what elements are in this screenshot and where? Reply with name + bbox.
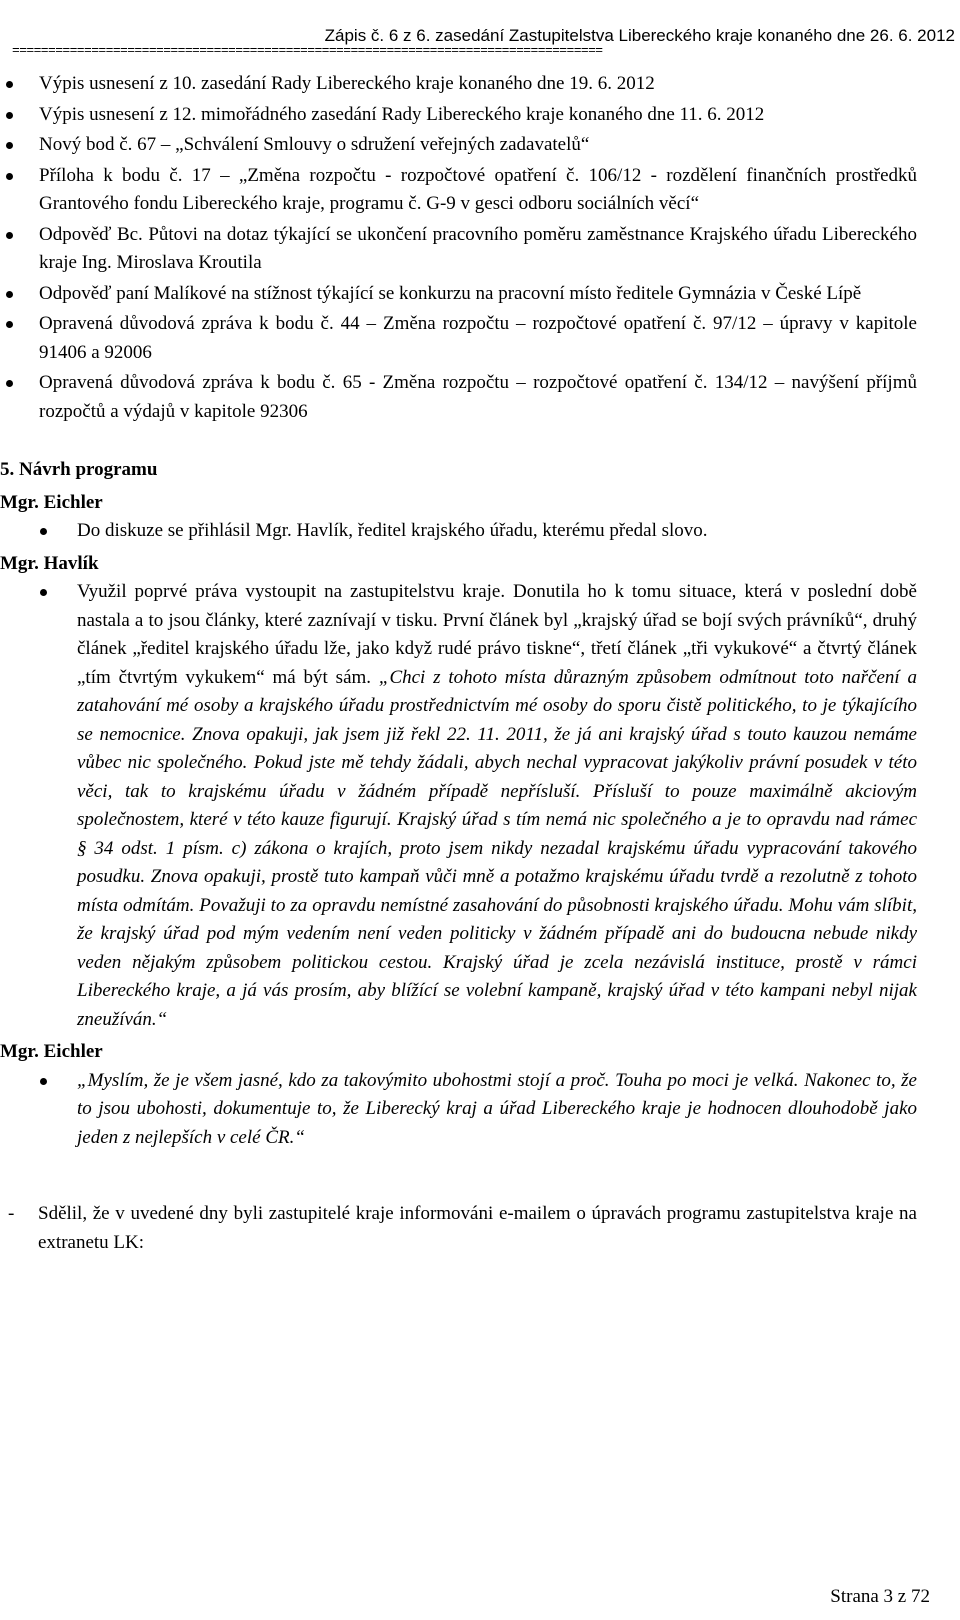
- speech-list: [38, 578, 917, 1034]
- page-header: Zápis č. 6 z 6. zasedání Zastupitelstva Libereckého kraje konaného dne 26. 6. 2012: [324, 26, 955, 45]
- list-item: Opravená důvodová zpráva k bodu č. 44 – Změna rozpočtu – rozpočtové opatření č. 97/12 – úpravy v kapitole 91406 a 92006: [0, 310, 917, 367]
- page-number: Strana 3 z 72: [830, 1586, 930, 1607]
- speech-quote: „Chci z tohoto místa důrazným způsobem odmítnout toto nařčení a zatahování mé osoby a krajského úřadu prostřednictvím mé osoby do sporu čistě politického, to je týkajícího se nemocnice. Znova opakuji, jak jsem již řekl 22. 11. 2011, že já ani krajský úřad s touto kauzou nemáme vůbec nic společného. Pokud jste mě tehdy žádali, abych nechal vypracovat jakýkoliv právní posudek v této věci, tak to krajskému úřadu v žádném případě nepřísluší. Přísluší to pouze maximálně akciovým společnostem, které v této kauze figurují. Krajský úřad s tím nemá nic společného a je to opravdu nad rámec § 34 odst. 1 písm. c) zákona o krajích, proto jsem nikdy nezadal krajskému úřadu vypracování takového posudku. Znova opakuji, prostě tuto kampaň vůči mně a potažmo krajskému úřadu tvrdě a rezolutně z tohoto místa odmítám. Považuji to za opravdu nemístné zasahování do působnosti krajského úřadu. Mohu vám slíbit, že krajský úřad pod mým vedením není veden politicky v žádném případě ani do budoucna nebude nikdy veden nějakým způsobem politickou cestou. Krajský úřad je zcela nezávislá instituce, prostě v rámci Libereckého kraje, a já vás prosím, aby blížící se volební kampaně, krajský úřad v této kampani nebyl nijak zneužíván.“: [77, 666, 917, 1030]
- speech-item: [38, 517, 917, 546]
- speech-quote: „Myslím, že je všem jasné, kdo za takovýmito ubohostmi stojí a proč. Touha po moci je velká. Nakonec to, že to jsou ubohosti, dokumentuje to, že Liberecký kraj a úřad Libereckého kraje je hodnocen dlouhodobě jako jeden z nejlepších v celé ČR.“: [77, 1069, 917, 1148]
- dash-item-text: Sdělil, že v uvedené dny byli zastupitelé kraje informováni e-mailem o úpravách programu zastupitelstva kraje na extranetu LK:: [38, 1203, 917, 1253]
- list-item: Výpis usnesení z 10. zasedání Rady Libereckého kraje konaného dne 19. 6. 2012: [0, 70, 917, 99]
- speech-list: [38, 517, 917, 546]
- speech-text: Do diskuze se přihlásil Mgr. Havlík, ředitel krajského úřadu, kterému předal slovo.: [77, 520, 708, 541]
- dash-list-item: [0, 1200, 917, 1257]
- speaker-name: Mgr. Havlík: [0, 552, 99, 574]
- list-item: Odpověď Bc. Půtovi na dotaz týkající se ukončení pracovního poměru zaměstnance Krajského úřadu Libereckého kraje Ing. Miroslava Kroutila: [0, 221, 917, 278]
- list-item: Opravená důvodová zpráva k bodu č. 65 - Změna rozpočtu – rozpočtové opatření č. 134/12 – navýšení příjmů rozpočtů a výdajů v kapitole 92306: [0, 369, 917, 426]
- speech-item: [38, 1067, 917, 1153]
- header-rule: ==================================================================================: [12, 44, 603, 58]
- speaker-name: Mgr. Eichler: [0, 1041, 103, 1062]
- speech-list: [38, 1067, 917, 1153]
- speech-text: Využil poprvé práva vystoupit na zastupitelstvu kraje. Donutila ho k tomu situace, která v poslední době nastala a to jsou články, které zaznívají v tisku. První článek byl „krajský úřad se bojí svých právníků“, druhý článek „ředitel krajského úřadu lže, jako když rudé právo tiskne“, třetí článek „tři vykukové“ a čtvrtý článek „tím čtvrtým vykukem“ má být sám.: [77, 581, 917, 688]
- speech-item: [38, 578, 917, 1034]
- agenda-list: [0, 70, 917, 426]
- dash-marker: -: [8, 1203, 15, 1224]
- list-item: Výpis usnesení z 12. mimořádného zasedání Rady Libereckého kraje konaného dne 11. 6. 2012: [0, 101, 917, 130]
- section-title: 5. Návrh programu: [0, 459, 158, 480]
- list-item: Odpověď paní Malíkové na stížnost týkající se konkurzu na pracovní místo ředitele Gymnázia v České Lípě: [0, 280, 917, 309]
- document-body: [0, 70, 960, 1257]
- list-item: Nový bod č. 67 – „Schválení Smlouvy o sdružení veřejných zadavatelů“: [0, 131, 917, 160]
- speaker-name: Mgr. Eichler: [0, 491, 103, 513]
- list-item: Příloha k bodu č. 17 – „Změna rozpočtu - rozpočtové opatření č. 106/12 - rozdělení finančních prostředků Grantového fondu Libereckého kraje, programu č. G-9 v gesci odboru sociálních věcí“: [0, 162, 917, 219]
